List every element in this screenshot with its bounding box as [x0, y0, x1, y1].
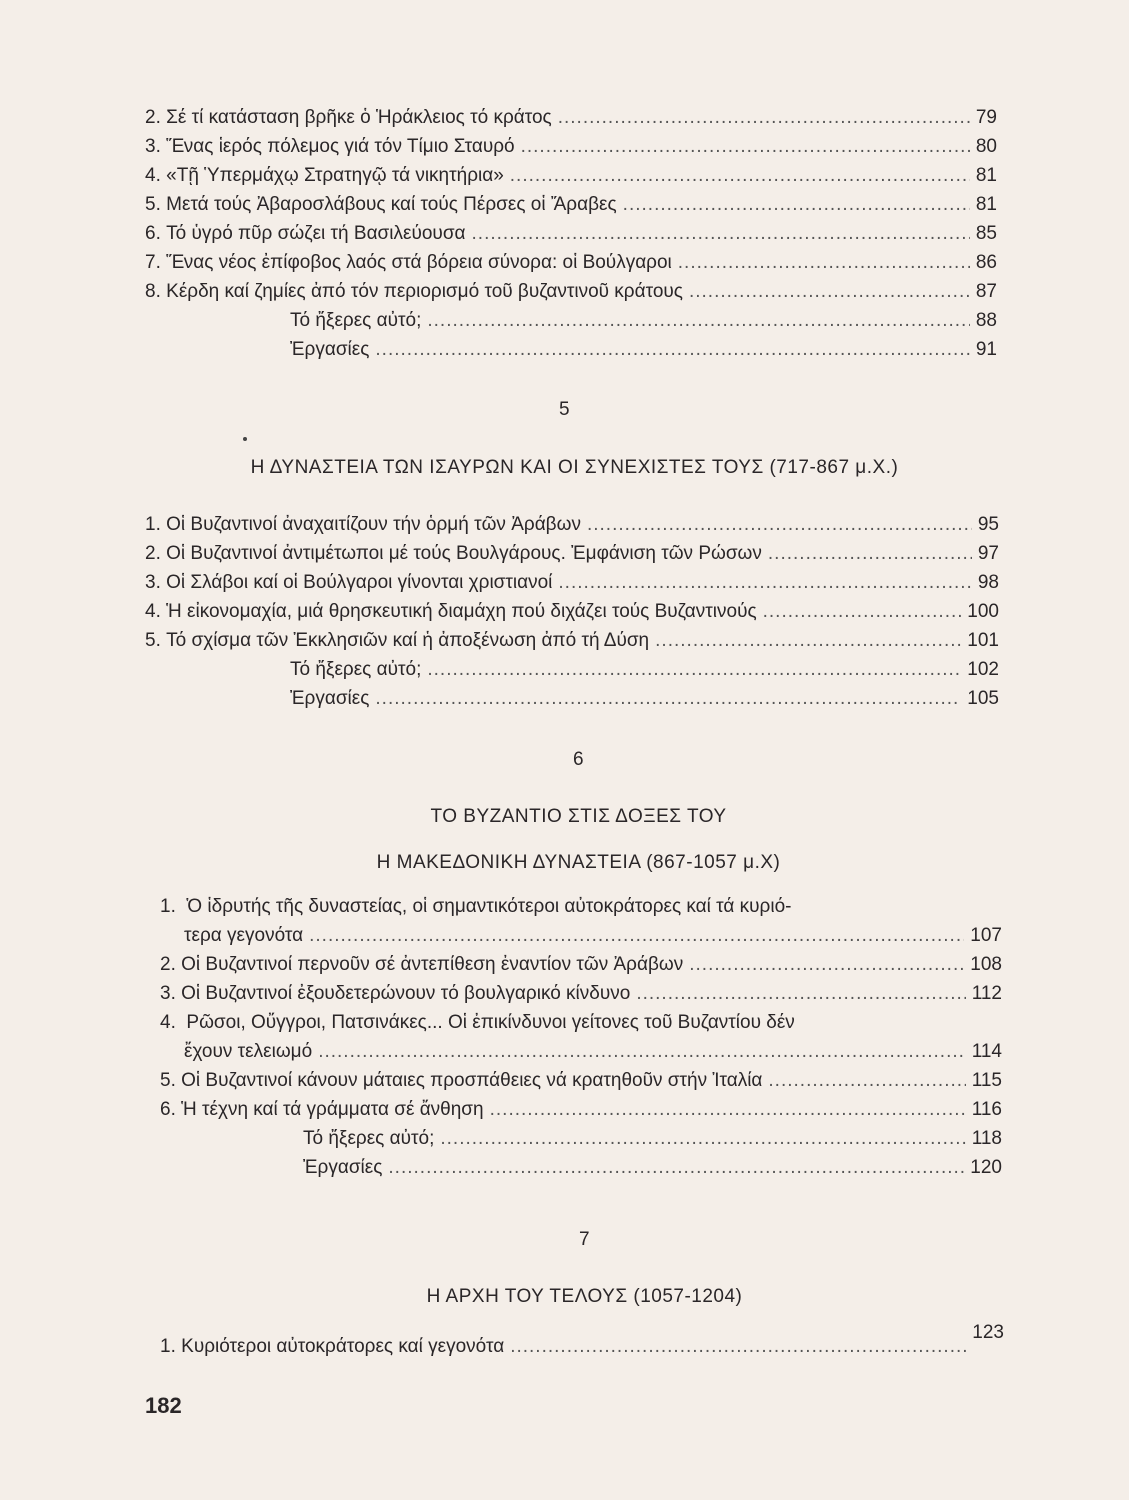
entry-number: 4. [160, 1012, 176, 1033]
chapter-heading: Η ΔΥΝΑΣΤΕΙΑ ΤΩΝ ΙΣΑΥΡΩΝ ΚΑΙ ΟΙ ΣΥΝΕΧΙΣΤΕΣ ΤΟΥΣ (717-867 μ.Χ.) [250, 457, 899, 478]
leader-dots [490, 1098, 966, 1122]
entry-title: Κέρδη καί ζημίες ἀπό τόν περιορισμό τοῦ βυζαντινοῦ κράτους [166, 281, 683, 302]
page-folio: 182 [145, 1393, 182, 1418]
entry-page: 79 [975, 107, 997, 128]
toc-entry [145, 135, 997, 159]
leader-dots [521, 135, 970, 159]
entry-title: Οἱ Βυζαντινοί ἀναχαιτίζουν τήν ὁρμή τῶν Ἀράβων [166, 514, 581, 535]
entry-number: 3. [145, 136, 161, 157]
leader-dots [558, 106, 970, 130]
chapter-heading: ΤΟ ΒΥΖΑΝΤΙΟ ΣΤΙΣ ΔΟΞΕΣ ΤΟΥ [430, 806, 727, 827]
entry-title: Τό ὑγρό πῦρ σώζει τή Βασιλεύουσα [166, 223, 466, 244]
entry-title: Τό σχίσμα τῶν Ἐκκλησιῶν καί ἡ ἀποξένωση ἀπό τή Δύση [166, 630, 650, 651]
entry-number: 5. [145, 630, 161, 651]
toc-entry-did-you-know [290, 309, 997, 333]
entry-title: Ἐργασίες [303, 1157, 383, 1178]
entry-title: Τό ἤξερες αὐτό; [290, 659, 422, 680]
toc-entry [145, 222, 997, 246]
toc-entry-did-you-know [303, 1127, 1002, 1151]
entry-title: Ἕνας ἱερός πόλεμος γιά τόν Τίμιο Σταυρό [166, 136, 515, 157]
entry-page: 85 [975, 223, 997, 244]
entry-title: Μετά τούς Ἀβαροσλάβους καί τούς Πέρσες οἱ Ἄραβες [166, 194, 617, 215]
toc-entry-did-you-know [290, 658, 999, 682]
toc-entry-exercises [290, 687, 999, 711]
leader-dots [375, 338, 969, 362]
entry-number: 5. [145, 194, 161, 215]
entry-number: 3. [145, 572, 161, 593]
leader-dots [558, 571, 971, 595]
leader-dots [427, 309, 970, 333]
entry-page: 114 [971, 1041, 1002, 1062]
leader-dots [472, 222, 970, 246]
toc-entry-line1 [160, 895, 791, 919]
entry-title: Ρῶσοι, Οὔγγροι, Πατσινάκες... Οἱ ἐπικίνδυνοι γείτονες τοῦ Βυζαντίου δέν [186, 1012, 795, 1033]
entry-page: 105 [967, 688, 999, 709]
leader-dots [623, 193, 970, 217]
entry-number: 1. [160, 896, 176, 917]
leader-dots [375, 687, 961, 711]
entry-title: «Τῇ Ὑπερμάχῳ Στρατηγῷ τά νικητήρια» [166, 165, 504, 186]
entry-number: 2. [160, 954, 176, 975]
entry-page: 123 [972, 1322, 1004, 1343]
leader-dots [309, 924, 964, 948]
chapter-heading: Η ΑΡΧΗ ΤΟΥ ΤΕΛΟΥΣ (1057-1204) [426, 1286, 743, 1307]
toc-entry [184, 924, 1002, 948]
toc-entry [145, 513, 999, 537]
toc-entry [145, 542, 999, 566]
entry-page: 91 [975, 339, 997, 360]
entry-title-continued: τερα γεγονότα [184, 925, 304, 946]
toc-entry [160, 1322, 1004, 1359]
entry-page: 115 [971, 1070, 1002, 1091]
toc-entry [145, 106, 997, 130]
entry-title: Τό ἤξερες αὐτό; [303, 1128, 435, 1149]
leader-dots [689, 280, 970, 304]
entry-title: Τό ἤξερες αὐτό; [290, 310, 422, 331]
entry-page: 88 [975, 310, 997, 331]
toc-entry [160, 953, 1002, 977]
toc-entry [160, 1069, 1002, 1093]
entry-number: 6. [145, 223, 161, 244]
toc-entry [145, 600, 999, 624]
entry-title: Κυριότεροι αὐτοκράτορες καί γεγονότα [181, 1336, 505, 1357]
entry-page: 107 [970, 925, 1002, 946]
entry-number: 6. [160, 1099, 176, 1120]
entry-page: 120 [970, 1157, 1002, 1178]
leader-dots [689, 953, 964, 977]
leader-dots [388, 1156, 964, 1180]
toc-entry [145, 280, 997, 304]
leader-dots [440, 1127, 965, 1151]
leader-dots [763, 600, 962, 624]
entry-page: 101 [967, 630, 999, 651]
entry-page: 108 [970, 954, 1002, 975]
toc-entry [160, 982, 1002, 1006]
toc-entry-line1 [160, 1011, 795, 1035]
leader-dots [510, 1335, 966, 1359]
entry-number: 8. [145, 281, 161, 302]
entry-title: Σέ τί κατάσταση βρῆκε ὁ Ἡράκλειος τό κράτος [166, 107, 552, 128]
entry-number: 3. [160, 983, 176, 1004]
toc-entry [145, 193, 997, 217]
chapter-subheading: Η ΜΑΚΕΔΟΝΙΚΗ ΔΥΝΑΣΤΕΙΑ (867-1057 μ.Χ) [376, 852, 781, 873]
entry-page: 80 [975, 136, 997, 157]
entry-number: 1. [145, 514, 161, 535]
print-speck [243, 437, 247, 441]
entry-page: 98 [977, 572, 999, 593]
entry-page: 87 [975, 281, 997, 302]
entry-title: Οἱ Βυζαντινοί κάνουν μάταιες προσπάθειες νά κρατηθοῦν στήν Ἰταλία [181, 1070, 763, 1091]
chapter-number: 6 [572, 749, 585, 770]
chapter-number: 5 [558, 399, 571, 420]
entry-page: 81 [975, 165, 997, 186]
leader-dots [427, 658, 961, 682]
leader-dots [587, 513, 972, 537]
leader-dots [768, 542, 972, 566]
entry-number: 7. [145, 252, 161, 273]
entry-page: 97 [977, 543, 999, 564]
entry-page: 81 [975, 194, 997, 215]
entry-number: 5. [160, 1070, 176, 1091]
toc-entry [184, 1040, 1002, 1064]
entry-page: 116 [971, 1099, 1002, 1120]
entry-title: Οἱ Βυζαντινοί περνοῦν σέ ἀντεπίθεση ἐναντίον τῶν Ἀράβων [181, 954, 684, 975]
entry-page: 118 [971, 1128, 1002, 1149]
entry-number: 4. [145, 165, 161, 186]
entry-title: Οἱ Βυζαντινοί ἐξουδετερώνουν τό βουλγαρικό κίνδυνο [181, 983, 631, 1004]
entry-title: Οἱ Σλάβοι καί οἱ Βούλγαροι γίνονται χριστιανοί [166, 572, 553, 593]
toc-entry-exercises [290, 338, 997, 362]
entry-number: 4. [145, 601, 161, 622]
entry-page: 86 [975, 252, 997, 273]
toc-entry [145, 251, 997, 275]
entry-page: 100 [967, 601, 999, 622]
entry-page: 102 [967, 659, 999, 680]
leader-dots [678, 251, 970, 275]
leader-dots [636, 982, 965, 1006]
toc-entry [160, 1098, 1002, 1122]
entry-page: 112 [971, 983, 1002, 1004]
leader-dots [318, 1040, 966, 1064]
leader-dots [655, 629, 961, 653]
chapter-number: 7 [578, 1229, 591, 1250]
leader-dots [768, 1069, 965, 1093]
entry-page: 95 [977, 514, 999, 535]
entry-number: 2. [145, 107, 161, 128]
entry-title-continued: ἔχουν τελειωμό [184, 1041, 313, 1062]
entry-title: Ὁ ἱδρυτής τῆς δυναστείας, οἱ σημαντικότεροι αὐτοκράτορες καί τά κυριό- [186, 896, 792, 917]
entry-number: 1. [160, 1336, 176, 1357]
toc-entry-exercises [303, 1156, 1002, 1180]
entry-title: Ἡ εἰκονομαχία, μιά θρησκευτική διαμάχη πού διχάζει τούς Βυζαντινούς [166, 601, 757, 622]
toc-entry [145, 571, 999, 595]
entry-title: Οἱ Βυζαντινοί ἀντιμέτωποι μέ τούς Βουλγάρους. Ἐμφάνιση τῶν Ρώσων [166, 543, 762, 564]
toc-entry [145, 164, 997, 188]
entry-title: Ἡ τέχνη καί τά γράμματα σέ ἄνθηση [181, 1099, 484, 1120]
entry-title: Ἕνας νέος ἐπίφοβος λαός στά βόρεια σύνορα: οἱ Βούλγαροι [166, 252, 672, 273]
toc-entry [145, 629, 999, 653]
entry-title: Ἐργασίες [290, 339, 370, 360]
entry-title: Ἐργασίες [290, 688, 370, 709]
leader-dots [510, 164, 970, 188]
entry-number: 2. [145, 543, 161, 564]
